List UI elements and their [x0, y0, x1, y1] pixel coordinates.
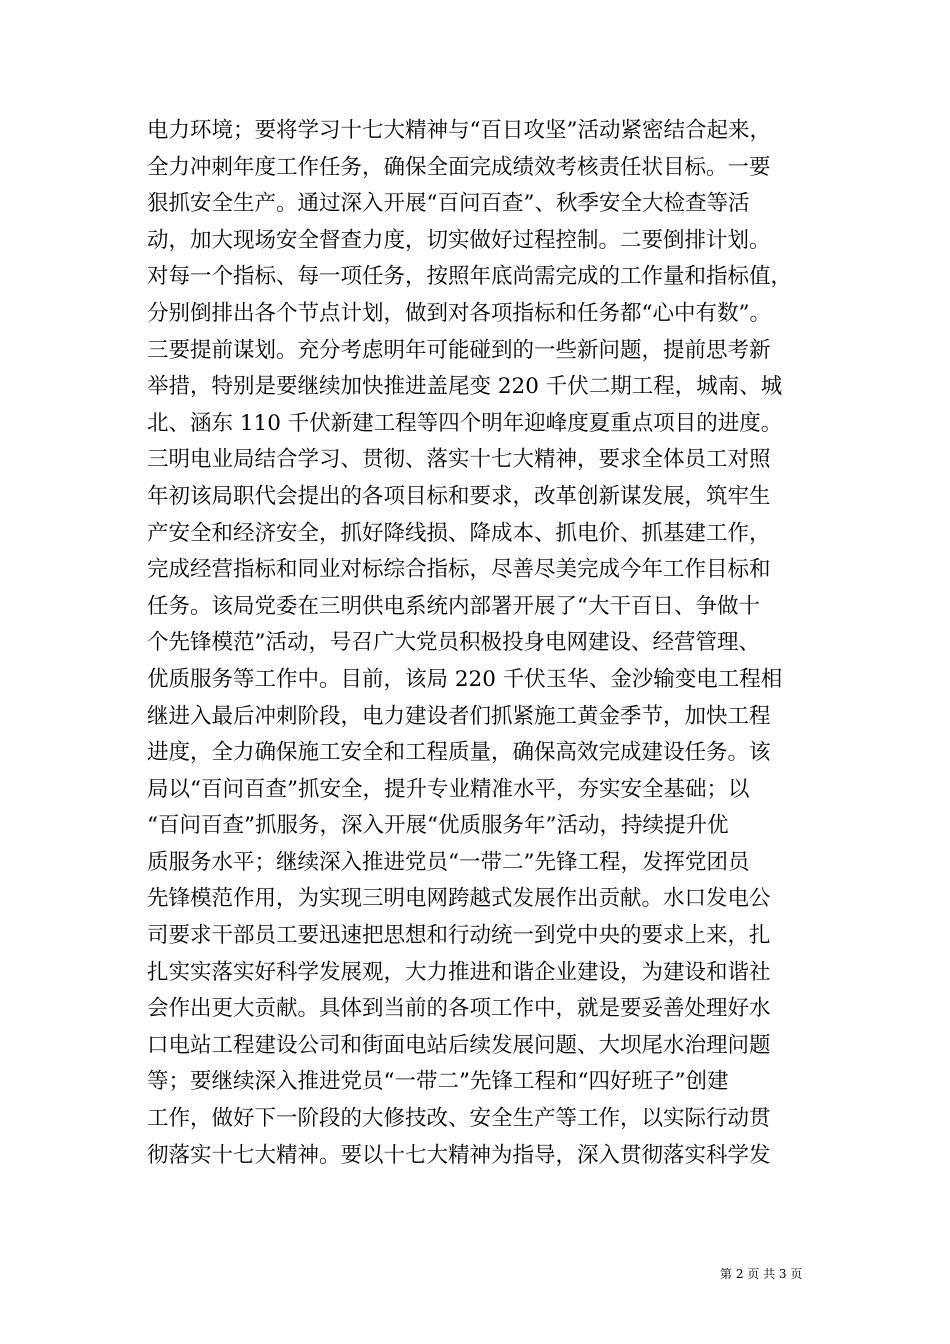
text-line: 进度，全力确保施工安全和工程质量，确保高效完成建设任务。该 — [147, 740, 771, 766]
text-line: 个先锋模范”活动，号召广大党员积极投身电网建设、经营管理、 — [147, 630, 760, 656]
text-line: 狠抓安全生产。通过深入开展“百问百查”、秋季安全大检查等活 — [147, 191, 750, 217]
text-line: 北、涵东 110 千伏新建工程等四个明年迎峰度夏重点项目的进度。 — [147, 410, 783, 436]
text-line: 口电站工程建设公司和街面电站后续发展问题、大坝尾水治理问题 — [147, 1032, 771, 1058]
text-line: 年初该局职代会提出的各项目标和要求，改革创新谋发展，筑牢生 — [147, 483, 771, 509]
text-line: 动，加大现场安全督查力度，切实做好过程控制。二要倒排计划。 — [147, 227, 771, 253]
text-line: 质服务水平；继续深入推进党员“一带二”先锋工程，发挥党团员 — [147, 849, 750, 875]
text-line: 司要求干部员工要迅速把思想和行动统一到党中央的要求上来，扎 — [147, 923, 771, 949]
text-line: 任务。该局党委在三明供电系统内部署开展了“大干百日、争做十 — [147, 593, 760, 619]
text-line: 扎实实落实好科学发展观，大力推进和谐企业建设，为建设和谐社 — [147, 959, 771, 985]
text-line: 优质服务等工作中。目前，该局 220 千伏玉华、金沙输变电工程相 — [147, 666, 783, 692]
text-line: 全力冲刺年度工作任务，确保全面完成绩效考核责任状目标。一要 — [147, 154, 771, 180]
text-line: 工作，做好下一阶段的大修技改、安全生产等工作，以实际行动贯 — [147, 1106, 771, 1132]
text-line: 对每一个指标、每一项任务，按照年底尚需完成的工作量和指标值， — [147, 264, 793, 290]
page-indicator: 第 2 页 共 3 页 — [720, 1267, 803, 1281]
text-line: “百问百查”抓服务，深入开展“优质服务年”活动，持续提升优 — [147, 813, 729, 839]
text-line: 会作出更大贡献。具体到当前的各项工作中，就是要妥善处理好水 — [147, 996, 771, 1022]
text-line: 产安全和经济安全，抓好降线损、降成本、抓电价、抓基建工作， — [147, 520, 771, 546]
text-line: 举措，特别是要继续加快推进盖尾变 220 千伏二期工程，城南、城 — [147, 374, 783, 400]
text-line: 电力环境；要将学习十七大精神与“百日攻坚”活动紧密结合起来， — [147, 118, 771, 143]
text-line: 局以“百问百查”抓安全，提升专业精准水平，夯实安全基础；以 — [147, 776, 750, 802]
text-line: 先锋模范作用，为实现三明电网跨越式发展作出贡献。水口发电公 — [147, 886, 771, 912]
text-line: 三明电业局结合学习、贯彻、落实十七大精神，要求全体员工对照 — [147, 447, 771, 473]
text-line: 分别倒排出各个节点计划，做到对各项指标和任务都“心中有数”。 — [147, 300, 771, 326]
text-line: 等；要继续深入推进党员“一带二”先锋工程和“四好班子”创建 — [147, 1069, 729, 1095]
text-line: 完成经营指标和同业对标综合指标，尽善尽美完成今年工作目标和 — [147, 557, 771, 583]
text-line: 三要提前谋划。充分考虑明年可能碰到的一些新问题，提前思考新 — [147, 337, 771, 363]
text-line: 彻落实十七大精神。要以十七大精神为指导，深入贯彻落实科学发 — [147, 1142, 771, 1168]
document-body — [147, 113, 807, 1174]
text-line: 继进入最后冲刺阶段，电力建设者们抓紧施工黄金季节，加快工程 — [147, 703, 771, 729]
